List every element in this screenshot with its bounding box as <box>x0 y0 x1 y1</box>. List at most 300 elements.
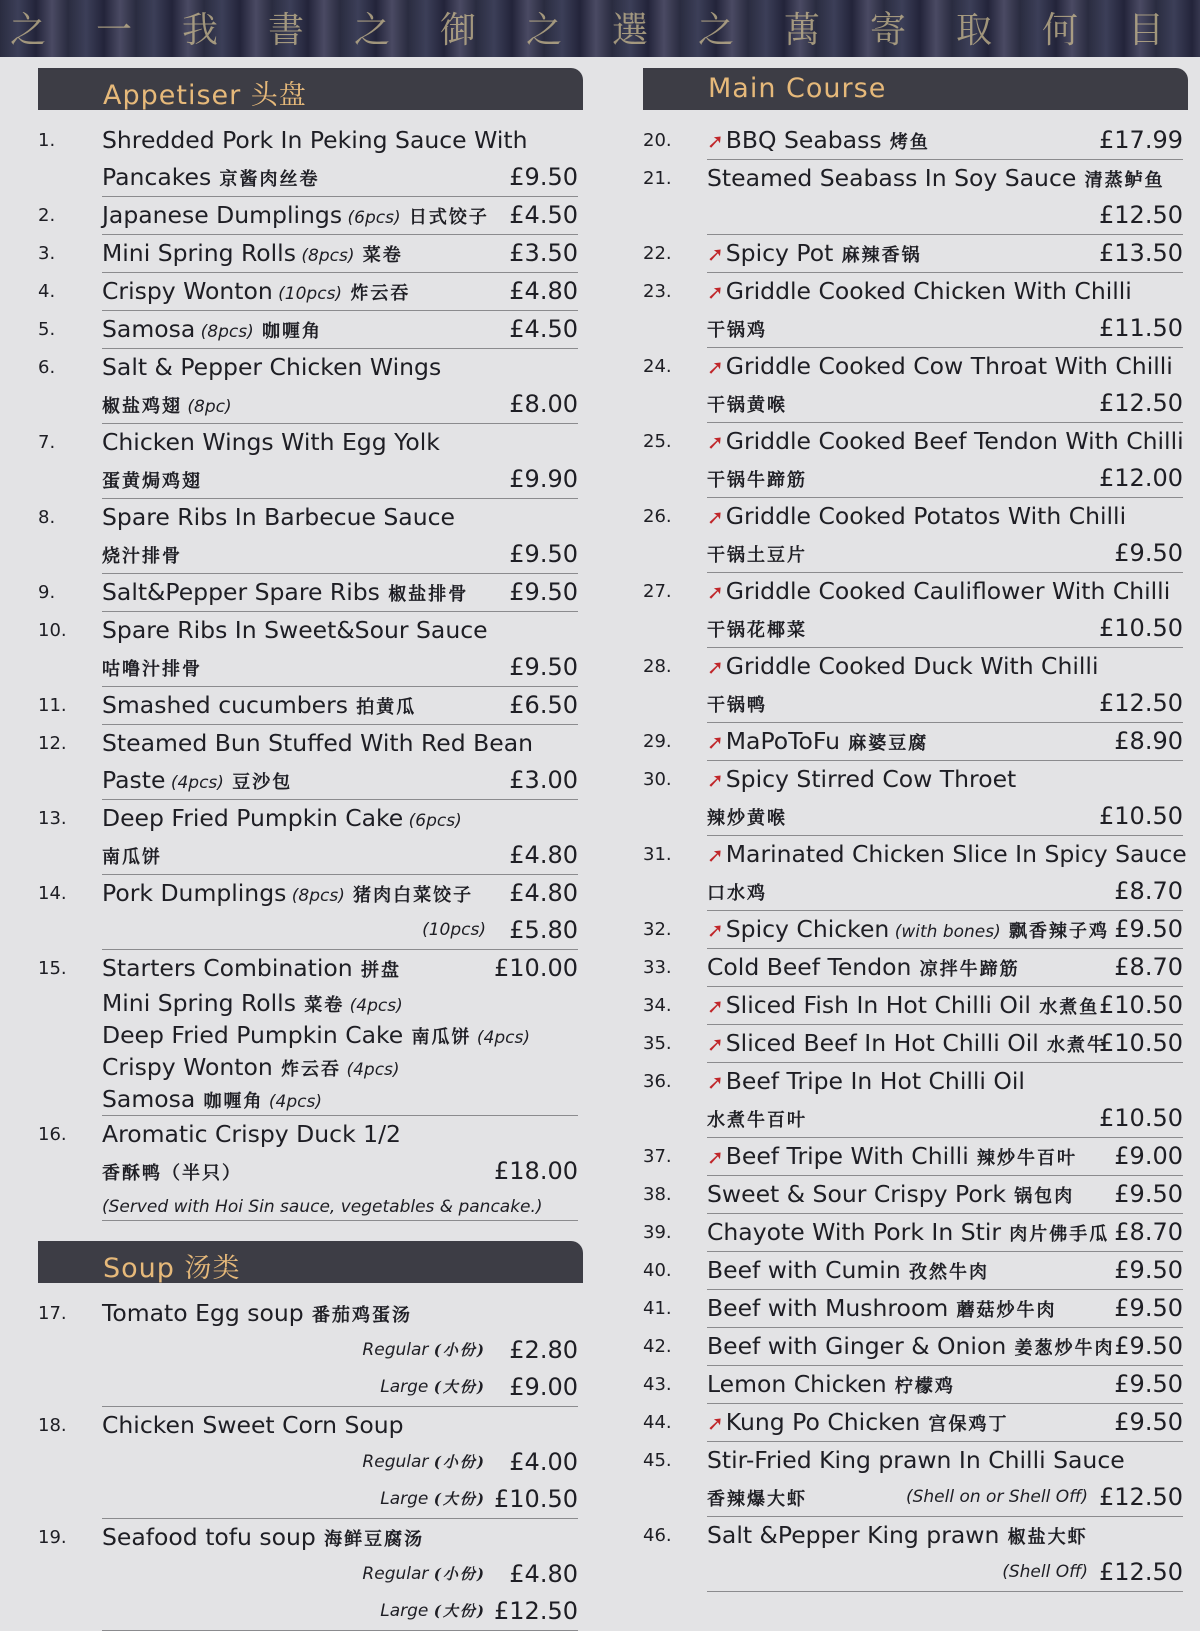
item-price: £9.50 <box>1114 915 1183 943</box>
item-line <box>707 573 1183 610</box>
item-number: 40. <box>643 1260 672 1281</box>
item-price: £9.50 <box>1114 1408 1183 1436</box>
combo-line <box>102 1019 578 1051</box>
item-line <box>102 649 578 687</box>
item-name: Stir-Fried King prawn In Chilli Sauce <box>707 1446 1125 1474</box>
item-name-cn: 辣炒牛百叶 <box>968 1148 1078 1169</box>
menu-item <box>643 1404 1188 1442</box>
item-note: (8pcs) <box>286 886 345 906</box>
item-name-cn: 番茄鸡蛋汤 <box>303 1305 412 1326</box>
item-note: (Shell Off) <box>1002 1562 1088 1582</box>
menu-item <box>643 1517 1188 1592</box>
menu-item <box>643 1063 1188 1138</box>
menu-item <box>643 648 1188 723</box>
chili-icon: ➚ <box>707 505 724 529</box>
banner-char: 一 <box>96 10 133 51</box>
item-line <box>102 1295 578 1332</box>
menu-item <box>643 1025 1188 1063</box>
item-line <box>102 424 578 461</box>
item-line <box>707 1517 1183 1554</box>
item-line <box>707 1328 1183 1366</box>
menu-item <box>38 725 583 800</box>
soup-size-line <box>102 1481 578 1519</box>
item-line <box>102 311 578 349</box>
combo-line <box>102 987 578 1019</box>
item-line <box>707 1063 1183 1100</box>
item-name: Beef Tripe In Hot Chilli Oil <box>725 1067 1025 1095</box>
item-name-cn: 拼盘 <box>352 960 401 981</box>
size-label-cn: (大份) <box>433 1602 486 1620</box>
item-number: 29. <box>643 731 672 752</box>
item-name-cn: 咕噜汁排骨 <box>102 659 202 680</box>
item-line <box>707 1025 1183 1063</box>
item-line <box>707 1290 1183 1328</box>
menu-item <box>38 687 583 725</box>
banner-char: 書 <box>268 10 305 51</box>
item-name-cn: 干锅牛蹄筋 <box>707 470 807 491</box>
item-name-cn: 菜卷 <box>295 995 345 1016</box>
item-price: £9.50 <box>1114 1256 1183 1284</box>
soup-header <box>38 1241 583 1283</box>
item-number: 19. <box>38 1527 67 1548</box>
item-price: £9.50 <box>1114 1332 1183 1360</box>
item-price: £9.50 <box>509 578 578 606</box>
item-price: £8.00 <box>509 390 578 418</box>
item-name-cn: 炸云吞 <box>342 283 411 304</box>
item-name: Salt &Pepper King prawn <box>707 1521 1000 1549</box>
item-line <box>707 535 1183 573</box>
menu-item <box>643 987 1188 1025</box>
item-number: 34. <box>643 995 672 1016</box>
item-name-cn: 水煮牛百叶 <box>707 1110 807 1131</box>
item-name: Spicy Stirred Cow Throet <box>725 765 1017 793</box>
item-name-cn: 椒盐排骨 <box>379 584 469 605</box>
chili-icon: ➚ <box>707 242 724 266</box>
menu-item <box>643 723 1188 761</box>
item-name-cn: 咖喱角 <box>195 1091 264 1112</box>
item-number: 25. <box>643 431 672 452</box>
item-name: Mini Spring Rolls <box>102 239 296 267</box>
item-number: 4. <box>38 281 56 302</box>
item-line <box>707 235 1183 273</box>
item-line <box>707 197 1183 235</box>
item-name: Sliced Beef In Hot Chilli Oil <box>725 1029 1039 1057</box>
menu-item <box>643 1290 1188 1328</box>
item-name-cn: 柠檬鸡 <box>886 1376 955 1397</box>
right-column <box>643 68 1188 1592</box>
item-line <box>707 1554 1183 1592</box>
item-number: 37. <box>643 1146 672 1167</box>
item-name: MaPoToFu <box>725 727 841 755</box>
item-name-cn: 飘香辣子鸡 <box>1000 921 1110 942</box>
item-name: Smashed cucumbers <box>102 691 348 719</box>
chili-icon: ➚ <box>707 994 724 1018</box>
item-price: £3.00 <box>509 766 578 794</box>
item-line <box>102 122 578 159</box>
item-line <box>707 761 1183 798</box>
item-note: (with bones) <box>889 922 1001 942</box>
item-line <box>102 536 578 574</box>
item-name: Griddle Cooked Chicken With Chilli <box>725 277 1132 305</box>
item-number: 14. <box>38 883 67 904</box>
item-price: £8.90 <box>1114 727 1183 755</box>
item-line <box>707 1214 1183 1252</box>
item-line <box>102 461 578 499</box>
item-name-cn: 日式饺子 <box>400 207 489 228</box>
item-line <box>102 1153 578 1190</box>
item-name: Beef Tripe With Chilli <box>725 1142 969 1170</box>
menu-item <box>643 761 1188 836</box>
item-line <box>102 159 578 197</box>
item-name-cn: 蘑菇炒牛肉 <box>948 1300 1057 1321</box>
item-number: 8. <box>38 507 56 528</box>
item-line <box>707 310 1183 348</box>
item-name-cn: 海鲜豆腐汤 <box>315 1529 425 1550</box>
menu-item <box>643 949 1188 987</box>
chili-icon: ➚ <box>707 843 724 867</box>
item-line <box>102 574 578 612</box>
item-name: Steamed Seabass In Soy Sauce <box>707 164 1077 192</box>
item-name: Samosa <box>102 315 196 343</box>
item-note: (Shell on or Shell Off) <box>905 1487 1088 1507</box>
item-name: Spare Ribs In Sweet&Sour Sauce <box>102 616 488 644</box>
header-banner <box>0 0 1200 57</box>
item-line <box>707 122 1183 160</box>
item-name-cn: 肉片佛手瓜 <box>1001 1224 1110 1245</box>
item-name-cn: 香辣爆大虾 <box>707 1489 807 1510</box>
item-name: Salt&Pepper Spare Ribs <box>102 578 380 606</box>
item-number: 3. <box>38 243 56 264</box>
item-name-cn: 椒盐大虾 <box>999 1527 1088 1548</box>
item-number: 30. <box>643 769 672 790</box>
item-number: 38. <box>643 1184 672 1205</box>
item-price: £6.50 <box>509 691 578 719</box>
item-name-cn: 凉拌牛蹄筋 <box>911 959 1020 980</box>
item-name-cn: 孜然牛肉 <box>900 1262 990 1283</box>
banner-char: 我 <box>182 10 219 51</box>
item-line <box>707 836 1187 873</box>
item-line <box>707 648 1183 685</box>
item-line <box>102 1407 578 1444</box>
item-number: 43. <box>643 1374 672 1395</box>
item-name: Sliced Fish In Hot Chilli Oil <box>725 991 1031 1019</box>
item-name: Kung Po Chicken <box>725 1408 921 1436</box>
item-name: Deep Fried Pumpkin Cake <box>102 804 404 832</box>
item-price: £9.50 <box>509 163 578 191</box>
item-price: £9.00 <box>1114 1142 1183 1170</box>
item-price: £12.50 <box>1099 201 1183 229</box>
item-name-cn: 锅包肉 <box>1005 1186 1075 1207</box>
item-price: £10.50 <box>1099 1104 1183 1132</box>
appetiser-list <box>38 122 583 1221</box>
banner-char: 選 <box>612 10 649 51</box>
item-number: 6. <box>38 357 56 378</box>
item-number: 10. <box>38 620 67 641</box>
item-line <box>707 1479 1183 1517</box>
menu-item <box>38 800 583 875</box>
item-number: 5. <box>38 319 56 340</box>
item-name-cn: 椒盐鸡翅 <box>102 396 182 417</box>
item-line <box>707 1100 1183 1138</box>
item-name: Spicy Pot <box>725 239 834 267</box>
item-line <box>102 875 578 912</box>
item-line <box>102 349 578 386</box>
item-name-cn: 辣炒黄喉 <box>707 808 787 829</box>
item-price: £9.90 <box>509 465 578 493</box>
item-number: 24. <box>643 356 672 377</box>
item-number: 46. <box>643 1525 672 1546</box>
size-price: £2.80 <box>509 1336 578 1364</box>
menu-item <box>643 1138 1188 1176</box>
menu-item <box>643 273 1188 348</box>
item-name: Shredded Pork In Peking Sauce With <box>102 126 528 154</box>
item-note: (4pcs) <box>344 996 403 1016</box>
chili-icon: ➚ <box>707 129 724 153</box>
item-price: £9.50 <box>1114 1370 1183 1398</box>
banner-char: 之 <box>10 10 47 51</box>
item-name: Starters Combination <box>102 954 353 982</box>
item-name-cn: 麻婆豆腐 <box>840 733 929 754</box>
item-line <box>707 1176 1183 1214</box>
size-price: £4.80 <box>509 1560 578 1588</box>
soup-title: Soup 汤类 <box>103 1253 241 1284</box>
item-name-cn: 拍黄瓜 <box>348 697 417 718</box>
item-price: £12.50 <box>1099 689 1183 717</box>
item-name: Chicken Sweet Corn Soup <box>102 1411 404 1439</box>
menu-item <box>38 1116 583 1221</box>
item-price: £10.50 <box>1099 1029 1183 1057</box>
item-name: Crispy Wonton <box>102 277 273 305</box>
item-line <box>102 499 578 536</box>
item-line <box>707 498 1183 535</box>
item-line <box>102 800 578 837</box>
menu-item <box>38 1519 583 1631</box>
item-name: Griddle Cooked Cauliflower With Chilli <box>725 577 1171 605</box>
chili-icon: ➚ <box>707 655 724 679</box>
size-label-cn: (小份) <box>433 1341 486 1359</box>
item-name-cn: 口水鸡 <box>707 883 767 904</box>
item-footnote: (Served with Hoi Sin sauce, vegetables & pancake.) <box>102 1197 543 1217</box>
banner-char: 何 <box>1042 10 1079 51</box>
item-line <box>707 1366 1183 1404</box>
item-number: 41. <box>643 1298 672 1319</box>
size-label-cn: (大份) <box>433 1378 486 1396</box>
size-label: Large (大份) <box>380 1601 486 1621</box>
item-price: £12.50 <box>1099 1483 1183 1511</box>
item-name: Sweet & Sour Crispy Pork <box>707 1180 1006 1208</box>
item-number: 27. <box>643 581 672 602</box>
item-number: 2. <box>38 205 56 226</box>
item-price: £9.50 <box>1114 1180 1183 1208</box>
main-course-list <box>643 122 1188 1592</box>
menu-item <box>643 1328 1188 1366</box>
item-name: Aromatic Crispy Duck 1/2 <box>102 1120 401 1148</box>
item-name: Seafood tofu soup <box>102 1523 316 1551</box>
item-name: Mini Spring Rolls <box>102 989 296 1017</box>
item-price: £5.80 <box>509 916 578 944</box>
item-line <box>102 1116 578 1153</box>
menu-item <box>643 1214 1188 1252</box>
item-price: £10.50 <box>1099 991 1183 1019</box>
item-name-cn: 干锅鸡 <box>707 320 767 341</box>
item-number: 26. <box>643 506 672 527</box>
item-number: 33. <box>643 957 672 978</box>
item-line <box>707 460 1183 498</box>
item-number: 9. <box>38 582 56 603</box>
item-price: £18.00 <box>494 1157 578 1185</box>
size-price: £9.00 <box>509 1373 578 1401</box>
item-price: £12.50 <box>1099 389 1183 417</box>
menu-item <box>643 911 1188 949</box>
banner-char: 之 <box>526 10 563 51</box>
item-name: Spare Ribs In Barbecue Sauce <box>102 503 455 531</box>
item-line <box>102 235 578 273</box>
item-number: 21. <box>643 168 672 189</box>
menu-item <box>643 573 1188 648</box>
menu-item <box>38 499 583 574</box>
item-line <box>707 911 1183 949</box>
item-line <box>102 837 578 875</box>
item-name-cn: 香酥鸭（半只） <box>102 1163 242 1184</box>
item-line <box>707 1252 1183 1290</box>
item-price: £9.50 <box>1114 1294 1183 1322</box>
item-name-cn: 南瓜饼 <box>403 1027 472 1048</box>
item-name-cn: 姜葱炒牛肉 <box>1006 1338 1115 1359</box>
item-name: Beef with Cumin <box>707 1256 901 1284</box>
item-note: (10pcs) <box>422 920 486 940</box>
item-name: Paste <box>102 766 166 794</box>
size-label: Large (大份) <box>380 1489 486 1509</box>
item-name: Salt & Pepper Chicken Wings <box>102 353 442 381</box>
item-line <box>102 612 578 649</box>
banner-calligraphy <box>0 0 1200 57</box>
item-line <box>707 1138 1183 1176</box>
item-number: 20. <box>643 130 672 151</box>
item-price: £11.50 <box>1099 314 1183 342</box>
item-name-cn: 南瓜饼 <box>102 847 162 868</box>
item-number: 15. <box>38 958 67 979</box>
item-name: Griddle Cooked Beef Tendon With Chilli <box>725 427 1184 455</box>
item-note: (4pcs) <box>341 1060 400 1080</box>
item-price: £4.50 <box>509 315 578 343</box>
item-line <box>707 273 1183 310</box>
size-price: £10.50 <box>494 1485 578 1513</box>
item-note: (4pcs) <box>471 1028 531 1048</box>
item-name: Marinated Chicken Slice In Spicy Sauce <box>725 840 1187 868</box>
item-price: £17.99 <box>1099 126 1183 154</box>
chili-icon: ➚ <box>707 918 724 942</box>
chili-icon: ➚ <box>707 768 724 792</box>
banner-char: 之 <box>354 10 391 51</box>
soup-size-line <box>102 1444 578 1481</box>
menu-item <box>643 423 1188 498</box>
item-line <box>102 687 578 725</box>
banner-char: 之 <box>698 10 735 51</box>
item-line <box>707 987 1183 1025</box>
item-number: 39. <box>643 1222 672 1243</box>
item-name: Griddle Cooked Cow Throat With Chilli <box>725 352 1173 380</box>
chili-icon: ➚ <box>707 1032 724 1056</box>
combo-line <box>102 1051 578 1083</box>
banner-char: 萬 <box>784 10 821 51</box>
size-label: Large (大份) <box>380 1377 486 1397</box>
item-line <box>102 912 578 950</box>
menu-item <box>643 498 1188 573</box>
chili-icon: ➚ <box>707 1070 724 1094</box>
appetiser-header <box>38 68 583 110</box>
combo-line <box>102 1083 578 1116</box>
item-name-cn: 干锅鸭 <box>707 695 767 716</box>
item-line <box>102 1519 578 1556</box>
item-name-cn: 咖喱角 <box>253 321 322 342</box>
item-name-cn: 京酱肉丝卷 <box>211 169 320 190</box>
item-name: Spicy Chicken <box>725 915 890 943</box>
menu-item <box>643 1176 1188 1214</box>
item-price: £8.70 <box>1114 877 1183 905</box>
item-number: 22. <box>643 243 672 264</box>
item-line <box>707 348 1183 385</box>
banner-char: 御 <box>440 10 477 51</box>
item-price: £8.70 <box>1114 1218 1183 1246</box>
item-number: 18. <box>38 1415 67 1436</box>
chili-icon: ➚ <box>707 280 724 304</box>
size-label: Regular (小份) <box>362 1564 486 1584</box>
item-name-cn: 猪肉白菜饺子 <box>344 885 474 906</box>
item-number: 45. <box>643 1450 672 1471</box>
item-note: (6pcs) <box>342 208 401 228</box>
item-price: £4.80 <box>509 841 578 869</box>
size-label-cn: (小份) <box>433 1565 486 1583</box>
item-line <box>707 798 1183 836</box>
item-line <box>102 725 578 762</box>
item-number: 35. <box>643 1033 672 1054</box>
item-number: 16. <box>38 1124 67 1145</box>
appetiser-title: Appetiser 头盘 <box>103 80 307 111</box>
item-name-cn: 干锅花椰菜 <box>707 620 807 641</box>
main-course-header <box>643 68 1188 110</box>
item-price: £10.00 <box>494 954 578 982</box>
item-name-cn: 清蒸鲈鱼 <box>1076 170 1165 191</box>
item-line <box>102 273 578 311</box>
item-name: Cold Beef Tendon <box>707 953 912 981</box>
item-name-cn: 干锅黄喉 <box>707 395 787 416</box>
item-name-cn: 烧汁排骨 <box>102 546 182 567</box>
menu-item <box>643 1366 1188 1404</box>
item-name: BBQ Seabass <box>725 126 882 154</box>
menu-item <box>38 1295 583 1407</box>
chili-icon: ➚ <box>707 730 724 754</box>
item-line <box>707 385 1183 423</box>
item-number: 31. <box>643 844 672 865</box>
menu-item <box>643 1252 1188 1290</box>
menu-item <box>38 197 583 235</box>
item-name: Griddle Cooked Potatos With Chilli <box>725 502 1127 530</box>
item-number: 1. <box>38 130 56 151</box>
soup-size-line <box>102 1369 578 1407</box>
chili-icon: ➚ <box>707 430 724 454</box>
item-name-cn: 蛋黄焗鸡翅 <box>102 471 202 492</box>
item-number: 13. <box>38 808 67 829</box>
item-price: £12.00 <box>1099 464 1183 492</box>
item-line <box>707 1404 1183 1442</box>
item-name: Japanese Dumplings <box>102 201 343 229</box>
item-name-cn: 烤鱼 <box>881 132 930 153</box>
item-number: 17. <box>38 1303 67 1324</box>
item-note: (4pcs) <box>263 1092 322 1112</box>
item-line <box>707 723 1183 761</box>
item-line <box>707 610 1183 648</box>
menu-item <box>38 349 583 424</box>
